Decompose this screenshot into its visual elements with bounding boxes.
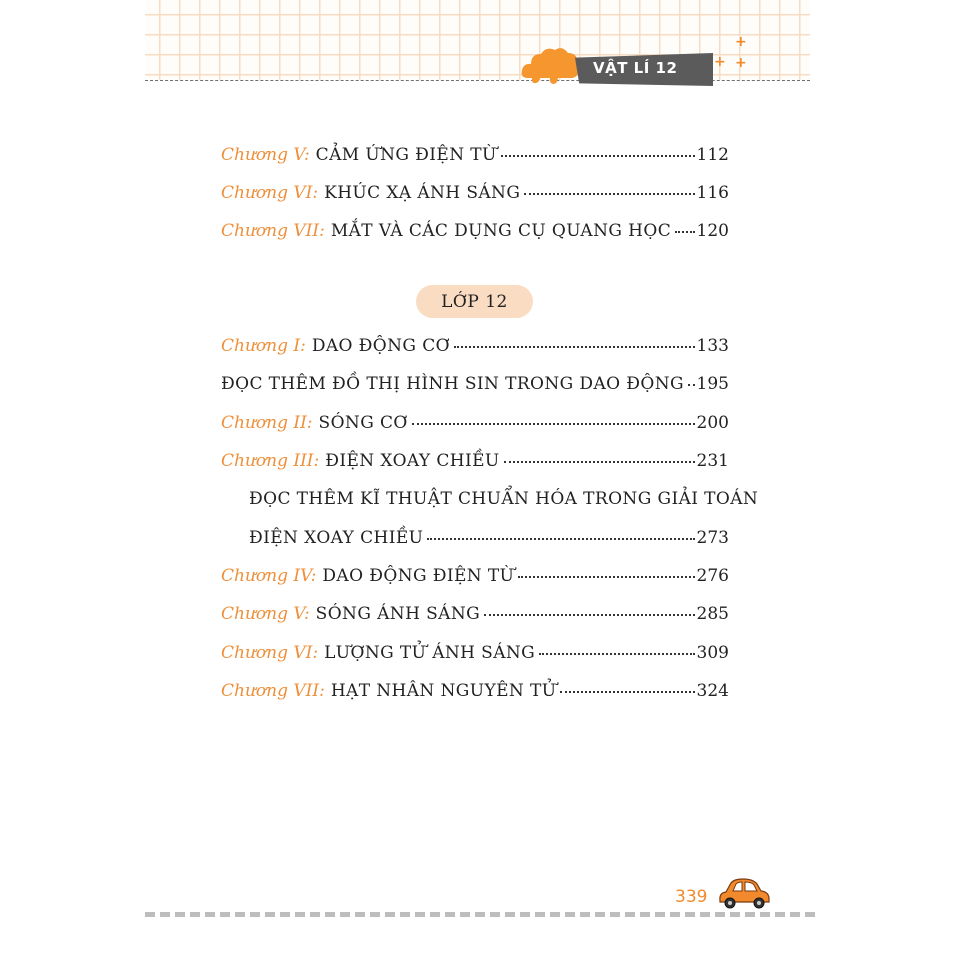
chapter-title: DAO ĐỘNG CƠ [311, 336, 450, 356]
page-ref: 120 [696, 221, 729, 241]
cloud-icon [520, 44, 582, 86]
chapter-label: Chương V: [221, 604, 310, 624]
dot-leader [501, 155, 695, 157]
toc-entry[interactable] [221, 643, 729, 673]
toc-entry[interactable] [221, 221, 729, 251]
plus-icon: + [735, 55, 747, 71]
reading-title: ĐIỆN XOAY CHIỀU [249, 528, 424, 548]
page-ref: 231 [696, 451, 729, 471]
chapter-label: Chương VI: [221, 183, 319, 203]
dot-leader [454, 346, 695, 348]
toc-entry[interactable] [221, 374, 729, 404]
toc-entry[interactable] [221, 604, 729, 634]
reading-title: ĐỌC THÊM ĐỒ THỊ HÌNH SIN TRONG DAO ĐỘNG [221, 374, 684, 394]
dot-leader [675, 231, 694, 233]
page-ref: 273 [696, 528, 729, 548]
toc-entry[interactable] [249, 528, 729, 558]
dot-leader [688, 384, 695, 386]
toc-entry[interactable] [221, 681, 729, 711]
chapter-title: ĐIỆN XOAY CHIỀU [325, 451, 500, 471]
toc-entry[interactable] [221, 336, 729, 366]
toc-entry[interactable] [221, 145, 729, 175]
chapter-title: SÓNG ÁNH SÁNG [315, 604, 481, 624]
reading-title: ĐỌC THÊM KĨ THUẬT CHUẨN HÓA TRONG GIẢI TOÁN [249, 489, 759, 509]
section-heading: LỚP 12 [416, 285, 533, 318]
header-title: VẬT LÍ 12 [593, 59, 678, 77]
chapter-title: DAO ĐỘNG ĐIỆN TỪ [322, 566, 515, 586]
chapter-title: SÓNG CƠ [318, 413, 408, 433]
chapter-title: LƯỢNG TỬ ÁNH SÁNG [324, 643, 536, 663]
page-ref: 309 [696, 643, 729, 663]
page-ref: 276 [696, 566, 729, 586]
toc-entry[interactable] [221, 413, 729, 443]
chapter-title: MẮT VÀ CÁC DỤNG CỤ QUANG HỌC [330, 221, 672, 241]
car-icon [716, 876, 772, 912]
page-ref: 200 [696, 413, 729, 433]
dot-leader [504, 461, 695, 463]
chapter-label: Chương II: [221, 413, 313, 433]
toc-entry[interactable] [221, 566, 729, 596]
toc-entry[interactable] [221, 451, 729, 481]
chapter-title: KHÚC XẠ ÁNH SÁNG [324, 183, 521, 203]
page-number: 339 [675, 887, 708, 907]
page-ref: 195 [696, 374, 729, 394]
page-ref: 324 [696, 681, 729, 701]
footer-divider [145, 912, 815, 917]
plus-icon: + [735, 34, 747, 50]
page-ref: 133 [696, 336, 729, 356]
page-ref: 116 [696, 183, 729, 203]
dot-leader [427, 538, 694, 540]
dot-leader [518, 576, 694, 578]
dot-leader [484, 614, 694, 616]
chapter-label: Chương VII: [221, 681, 325, 701]
dot-leader [560, 691, 694, 693]
chapter-label: Chương III: [221, 451, 320, 471]
chapter-title: CẢM ỨNG ĐIỆN TỪ [315, 145, 497, 165]
chapter-label: Chương V: [221, 145, 310, 165]
dot-leader [524, 193, 694, 195]
chapter-title: HẠT NHÂN NGUYÊN TỬ [330, 681, 557, 701]
plus-icon: + [714, 54, 726, 70]
chapter-label: Chương IV: [221, 566, 317, 586]
page-ref: 285 [696, 604, 729, 624]
dot-leader [539, 653, 694, 655]
toc-entry[interactable] [249, 489, 759, 519]
chapter-label: Chương VI: [221, 643, 319, 663]
dot-leader [412, 423, 695, 425]
toc-entry[interactable] [221, 183, 729, 213]
chapter-label: Chương VII: [221, 221, 325, 241]
chapter-label: Chương I: [221, 336, 306, 356]
page-ref: 112 [696, 145, 729, 165]
